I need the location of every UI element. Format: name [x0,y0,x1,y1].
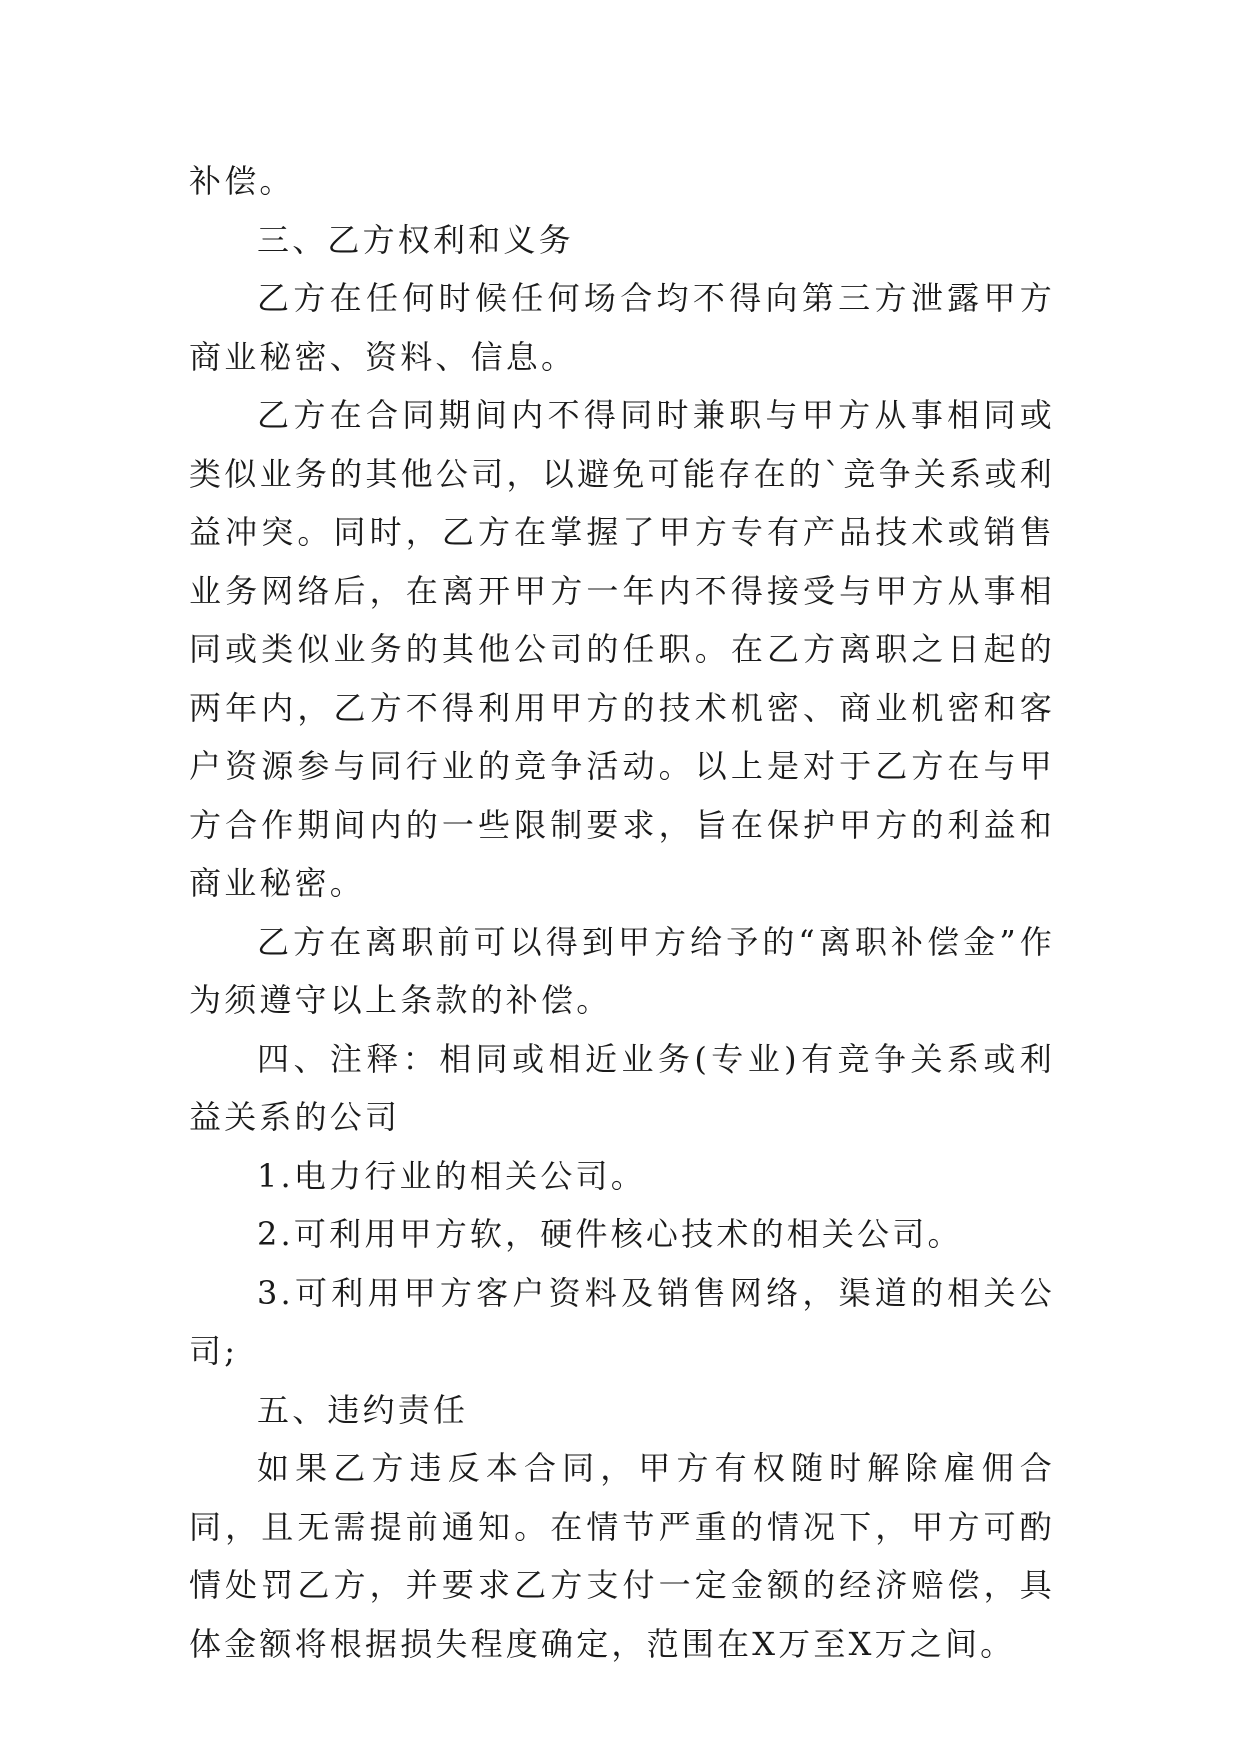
list-item-2: 2.可利用甲方软，硬件核心技术的相关公司。 [257,1215,963,1253]
section-heading-party-b-rights: 三、乙方权利和义务 [257,220,574,259]
paragraph-compensation-tail: 补偿。 [189,162,295,200]
paragraph-non-compete: 乙方在合同期间内不得同时兼职与甲方从事相同或类似业务的其他公司，以避免可能存在的`竞争关系或利益冲突。同时，乙方在掌握了甲方专有产品技术或销售业务网络后，在离开甲方一年内不得接受与甲方从事相同或类似业务的其他公司的任职。在乙方离职之日起的两年内，乙方不得利用甲方的技术机密、商业机密和客户资源参与同行业的竞争活动。以上是对于乙方在与甲方合作期间内的一些限制要求，旨在保护甲方的利益和商业秘密。 [189,396,1055,902]
paragraph-breach: 如果乙方违反本合同，甲方有权随时解除雇佣合同，且无需提前通知。在情节严重的情况下，甲方可酌情处罚乙方，并要求乙方支付一定金额的经济赔偿，具体金额将根据损失程度确定，范围在X万至X万之间。 [189,1449,1055,1663]
section-heading-liability: 五、违约责任 [257,1390,469,1429]
paragraph-severance: 乙方在离职前可以得到甲方给予的“离职补偿金”作为须遵守以上条款的补偿。 [189,922,1055,1019]
paragraph-confidentiality: 乙方在任何时候任何场合均不得向第三方泄露甲方商业秘密、资料、信息。 [189,279,1055,376]
list-item-3: 3.可利用甲方客户资料及销售网络，渠道的相关公司; [189,1273,1055,1370]
document-body [189,152,1055,1673]
section-heading-notes: 四、注释：相同或相近业务(专业)有竞争关系或利益关系的公司 [189,1039,1055,1136]
list-item-1: 1.电力行业的相关公司。 [257,1156,646,1195]
